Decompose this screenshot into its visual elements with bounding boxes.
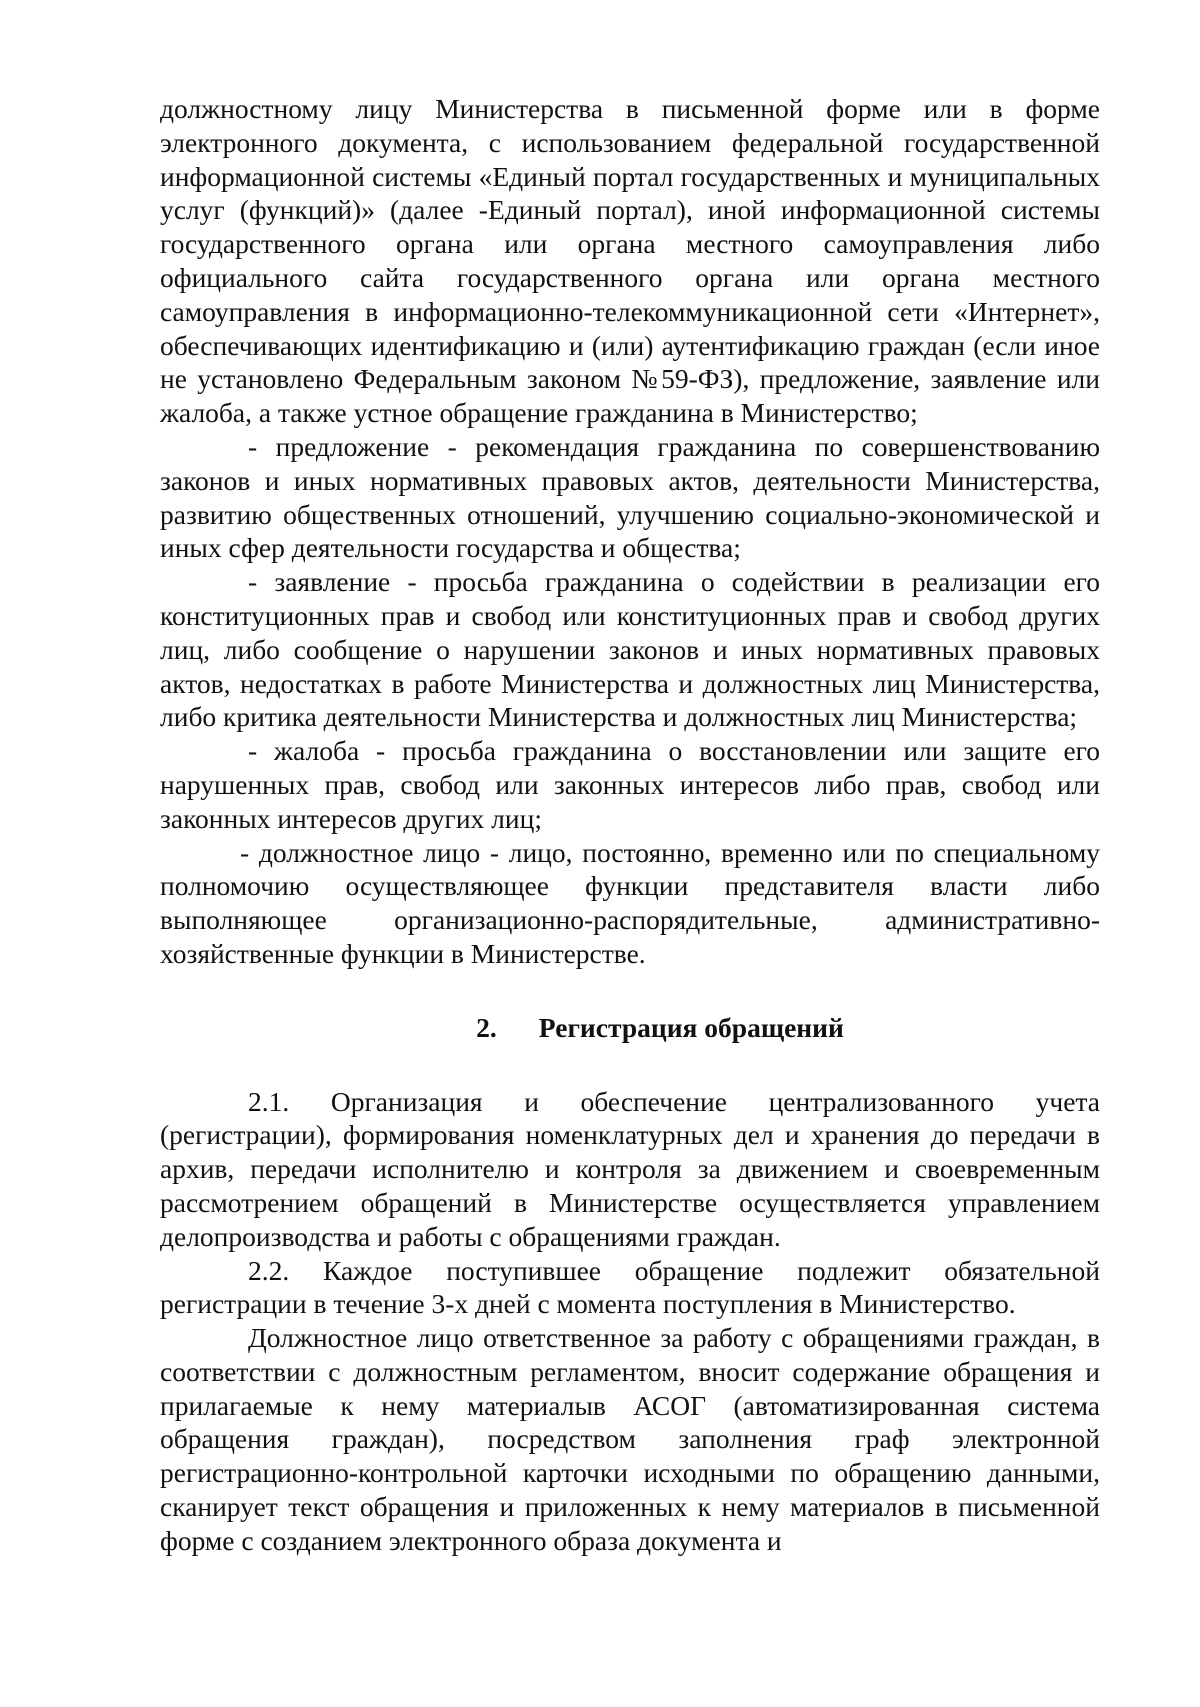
paragraph-definition-statement: - заявление - просьба гражданина о содействии в реализации его конституционных прав и свобод или конституционных прав и свобод других лиц, либо сообщение о нарушении законов и иных нормативных правовых актов, недостатках в работе Министерства и должностных лиц Министерства, либо критика деятельности Министерства и должностных лиц Министерства; (160, 566, 1100, 733)
paragraph-2-2: 2.2. Каждое поступившее обращение подлежит обязательной регистрации в течение 3-х дней с момента поступления в Министерство. (160, 1254, 1100, 1320)
paragraph-registration-procedure: Должностное лицо ответственное за работу с обращениями граждан, в соответствии с должностным регламентом, вносит содержание обращения и прилагаемые к нему материалыв АСОГ (автоматизированная система обращения граждан), посредством заполнения граф электронной регистрационно-контрольной карточки исходными по обращению данными, сканирует текст обращения и приложенных к нему материалов в письменной форме с созданием электронного образа документа и (160, 1322, 1100, 1556)
section-heading (160, 1011, 1100, 1045)
section-number: 2. (476, 1011, 497, 1043)
paragraph-definition-official: - должностное лицо - лицо, постоянно, временно или по специальному полномочию осуществляющее функции представителя власти либо выполняющее организационно-распорядительные, административно-хозяйственные функции в Министерстве. (160, 836, 1100, 969)
document-page (160, 92, 1100, 1558)
paragraph-definition-appeal: должностному лицу Министерства в письменной форме или в форме электронного документа, с использованием федеральной государственной информационной системы «Единый портал государственных и муниципальных услуг (функций)» (далее -Единый портал), иной информационной системы государственного органа или органа местного самоуправления либо официального сайта государственного органа или органа местного самоуправления в информационно-телекоммуникационной сети «Интернет», обеспечивающих идентификацию и (или) аутентификацию граждан (если иное не установлено Федеральным законом №59-ФЗ), предложение, заявление или жалоба, а также устное обращение гражданина в Министерство; (160, 93, 1100, 429)
paragraph-definition-proposal: - предложение - рекомендация гражданина по совершенствованию законов и иных нормативных правовых актов, деятельности Министерства, развитию общественных отношений, улучшению социально-экономической и иных сфер деятельности государства и общества; (160, 430, 1100, 564)
paragraph-2-1: 2.1. Организация и обеспечение централизованного учета (регистрации), формирования номенклатурных дел и хранения до передачи в архив, передачи исполнителю и контроля за движением и своевременным рассмотрением обращений в Министерстве осуществляется управлением делопроизводства и работы с обращениями граждан. (160, 1085, 1100, 1252)
section-title: Регистрация обращений (538, 1011, 844, 1043)
paragraph-definition-complaint: - жалоба - просьба гражданина о восстановлении или защите его нарушенных прав, свобод или законных интересов либо прав, свобод или законных интересов других лиц; (160, 735, 1100, 834)
